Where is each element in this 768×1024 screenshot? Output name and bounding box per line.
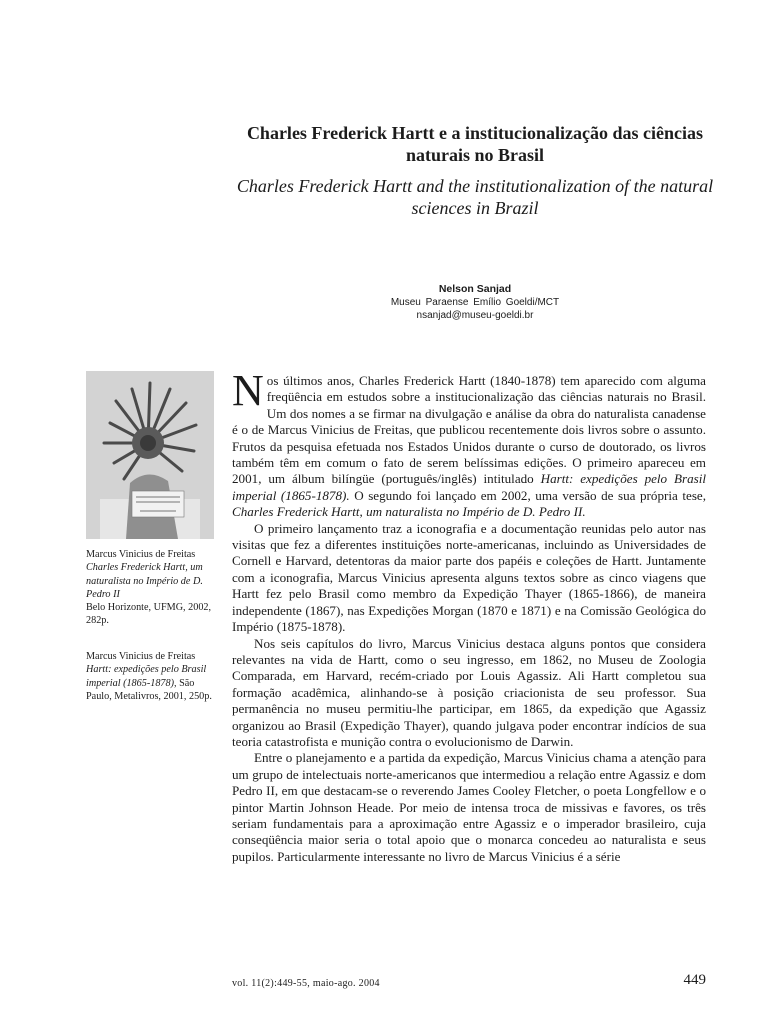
- article-title: Charles Frederick Hartt e a institucionalização das ciências naturais no Brasil: [246, 123, 704, 165]
- paragraph-text: O segundo foi lançado em 2002, uma versão de sua própria tese,: [349, 487, 706, 503]
- author-name: Nelson Sanjad: [438, 283, 512, 295]
- author-email: nsanjad@museu-goeldi.br: [416, 310, 534, 321]
- book-author: Marcus Vinicius de Freitas: [86, 651, 196, 662]
- book-author: Marcus Vinicius de Freitas: [86, 549, 196, 560]
- book-title-inline: Charles Frederick Hartt, um naturalista no Império de D. Pedro II.: [232, 504, 586, 520]
- paragraph-2: O primeiro lançamento traz a iconografia e a documentação reunidas pelo autor nas visitas que fez a diferentes instituições norte-americanas, incluindo as Universidades de Cornell e Harvard, detentoras da maior parte dos papéis e coleções de Hartt. Juntamente com a iconografia, Marcus Vinicius apresenta alguns textos sobre as cinco viagens que Hartt fez pelo Brasil como membro da Expedição Thayer (1865-1866), de maneira independente (1867), nas Expedições Morgan (1870 e 1871) e na Comissão Geológica do Império (1875-1878).: [232, 520, 706, 635]
- book-reference-1: [86, 548, 216, 628]
- article-body: [232, 366, 707, 865]
- institution: Museu Paraense Emílio Goeldi/MCT: [390, 297, 560, 308]
- paragraph-1: [232, 366, 707, 521]
- author-affiliation: [232, 296, 718, 322]
- book-reference-2: [86, 650, 216, 703]
- book-title-inline: Hartt: expedições pelo Brasil imperial (1865-1878).: [232, 471, 707, 503]
- book-title: Hartt: expedições pelo Brasil imperial (1865-1878),: [86, 664, 207, 689]
- page-number: 449: [683, 972, 706, 988]
- starfish-illustration: [86, 371, 214, 539]
- paragraph-4: Entre o planejamento e a partida da expedição, Marcus Vinicius chama a atenção para um grupo de intelectuais norte-americanos que intermediou a relação entre Agassiz e dom Pedro II, em que destacam-se o reverendo James Cooley Fletcher, o poeta Longfellow e o pintor Martin Johnson Heade. Por meio de intensa troca de missivas e favores, os três seriam fundamentais para a aproximação entre Agassiz e o imperador brasileiro, cuja conseqüência maior seria o total apoio que o monarca concedeu ao naturalista e seus pupilos. Particularmente interessante no livro de Marcus Vinicius é a série: [232, 750, 706, 864]
- paragraph-text: os últimos anos, Charles Frederick Hartt (1840-1878) tem aparecido com alguma freqüência em estudos sobre a institucionalização das ciências naturais no Brasil. Um dos nomes a se firmar na divulgação e análise da obra do naturalista canadense é o de Marcus Vinicius de Freitas, que publicou recentemente dois livros sobre o assunto. Frutos da pesquisa efetuada nos Estados Unidos durante o curso de doutorado, os livros também têm em comum o fato de serem belíssimas edições. O primeiro apareceu em 2001, um álbum bilíngüe (português/inglês) intitulado: [232, 373, 706, 487]
- journal-citation: vol. 11(2):449-55, maio-ago. 2004: [232, 978, 380, 989]
- drop-cap: N: [232, 366, 264, 415]
- article-title-english: Charles Frederick Hartt and the institutionalization of the natural sciences in Brazil: [236, 176, 714, 218]
- paragraph-3: Nos seis capítulos do livro, Marcus Vinicius destaca alguns pontos que considera relevantes na vida de Hartt, como o seu ingresso, em 1862, no Museu de Zoologia Comparada, em Harvard, recém-criado por Louis Agassiz. Ali Hartt completou sua formação acadêmica, alinhando-se à posição criacionista de seu professor. Sua permanência no museu permitiu-lhe participar, em 1865, da expedição que Agassiz organizou ao Brasil (Expedição Thayer), quando julgava poder encontrar indícios de sua teoria catastrofista e munição contra o evolucionismo de Darwin.: [232, 635, 706, 749]
- book-publisher: São Paulo, Metalivros, 2001, 250p.: [86, 677, 212, 702]
- book-cover-image: [86, 371, 214, 539]
- book-title: Charles Frederick Hartt, um naturalista no Império de D. Pedro II: [86, 562, 203, 600]
- book-publisher: Belo Horizonte, UFMG, 2002, 282p.: [86, 602, 212, 627]
